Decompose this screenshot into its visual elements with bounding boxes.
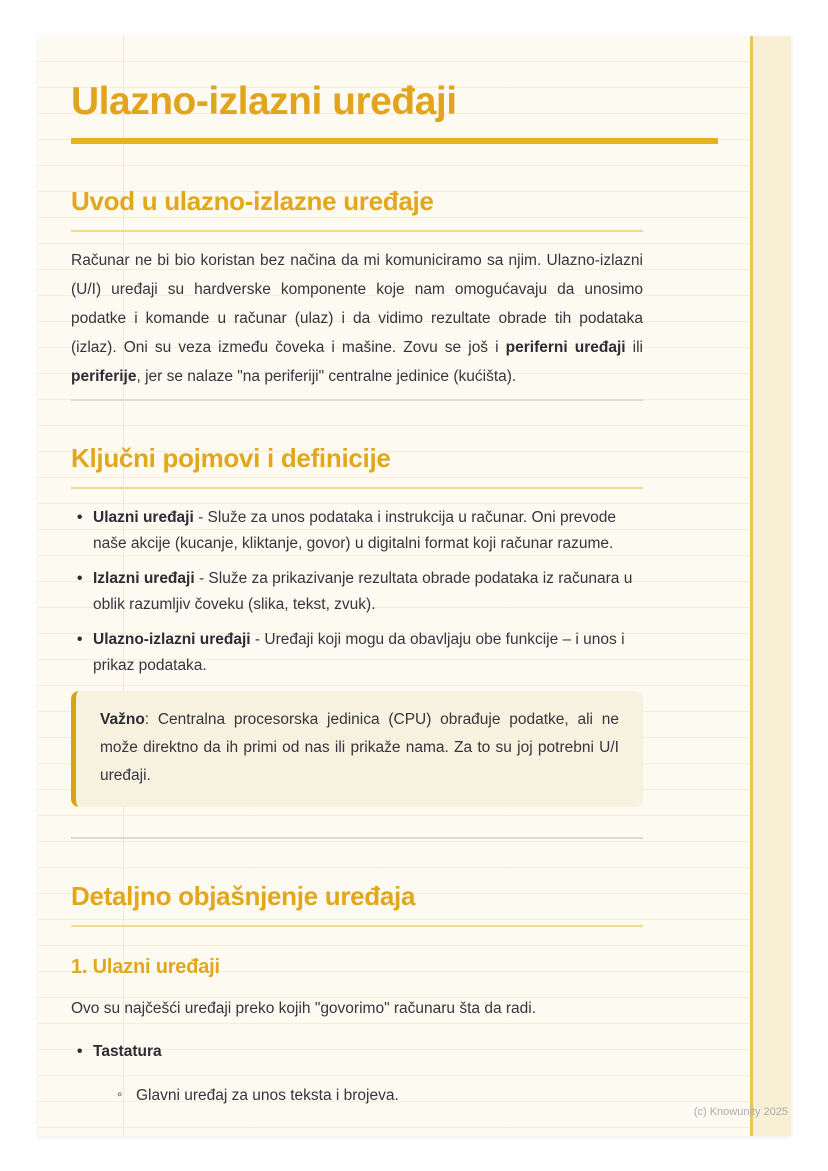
- list-item-izlazni-uredjaji: [77, 566, 643, 618]
- intro-text-segment: Računar ne bi bio koristan bez načina da mi komuniciramo sa njim. Ulazno-izlazni (U/I) uređaji su hardverske komponente koje nam omogućavaju da unosimo podatke i komande u računar (ulaz) i da vidimo rezultate obrade tih podataka (izlaz). Oni su veza između čoveka i mašine. Zovu se još i: [71, 252, 643, 356]
- details-paragraph: Ovo su najčešći uređaji preko kojih "govorimo" računaru šta da radi.: [71, 1000, 537, 1017]
- term-definition: - Uređaji koji mogu da obavljaju obe funkcije – i unos i prikaz podataka.: [93, 631, 625, 674]
- device-note-text: Glavni uređaj za unos teksta i brojeva.: [136, 1087, 399, 1104]
- term-label: Ulazno-izlazni uređaji: [93, 631, 251, 648]
- term-label: Izlazni uređaji: [93, 570, 195, 587]
- intro-text-segment: ili: [625, 339, 643, 356]
- list-item-ulazni-uredjaji: [77, 505, 643, 557]
- bullet-icon: •: [77, 631, 83, 648]
- intro-text-segment: , jer se nalaze "na periferiji" centralne jedinice (kućišta).: [136, 368, 517, 385]
- device-label: Tastatura: [93, 1043, 162, 1060]
- callout-label: Važno: [100, 711, 145, 728]
- bullet-icon: •: [77, 1043, 83, 1060]
- callout-text: : Centralna procesorska jedinica (CPU) obrađuje podatke, ali ne može direktno da ih primi od nas ili prikaže nama. Za to su joj potrebni U/I uređaji.: [100, 711, 619, 784]
- bullet-icon: •: [77, 570, 83, 587]
- page-title: Ulazno-izlazni uređaji: [71, 36, 718, 144]
- device-notes-list: [93, 1083, 643, 1109]
- devices-list: [71, 1039, 643, 1109]
- copyright-footer: (c) Knowunity 2025: [693, 1106, 788, 1118]
- notebook-page: [38, 36, 791, 1136]
- intro-bold-periferni-uredjaji: periferni uređaji: [505, 339, 626, 356]
- section-heading-intro: Uvod u ulazno-izlazne uređaje: [71, 186, 643, 232]
- callout-paragraph: [100, 706, 619, 790]
- intro-paragraph: [71, 246, 643, 391]
- list-item-ulazno-izlazni-uredjaji: [77, 627, 643, 679]
- term-label: Ulazni uređaji: [93, 509, 194, 526]
- term-definition: - Služe za prikazivanje rezultata obrade podataka iz računara u oblik razumljiv čoveku (slika, tekst, zvuk).: [93, 570, 633, 613]
- list-item-tastatura: [77, 1039, 643, 1109]
- section-divider: [71, 837, 643, 839]
- bullet-icon: •: [77, 509, 83, 526]
- page-inner: [38, 36, 791, 1109]
- term-definition: - Služe za unos podataka i instrukcija u računar. Oni prevode naše akcije (kucanje, kliktanje, govor) u digitalni format koji računar razume.: [93, 509, 616, 552]
- section-heading-key-terms: Ključni pojmovi i definicije: [71, 443, 643, 489]
- intro-bold-periferije: periferije: [71, 368, 137, 385]
- important-callout: [71, 691, 643, 807]
- section-divider: [71, 399, 643, 401]
- key-terms-list: [71, 505, 643, 679]
- page-content: [71, 186, 643, 1109]
- circle-bullet-icon: ◦: [117, 1086, 123, 1103]
- list-item-device-note: [117, 1083, 643, 1109]
- subsection-heading-ulazni-uredjaji: 1. Ulazni uređaji: [71, 956, 220, 978]
- section-heading-details: Detaljno objašnjenje uređaja: [71, 881, 643, 927]
